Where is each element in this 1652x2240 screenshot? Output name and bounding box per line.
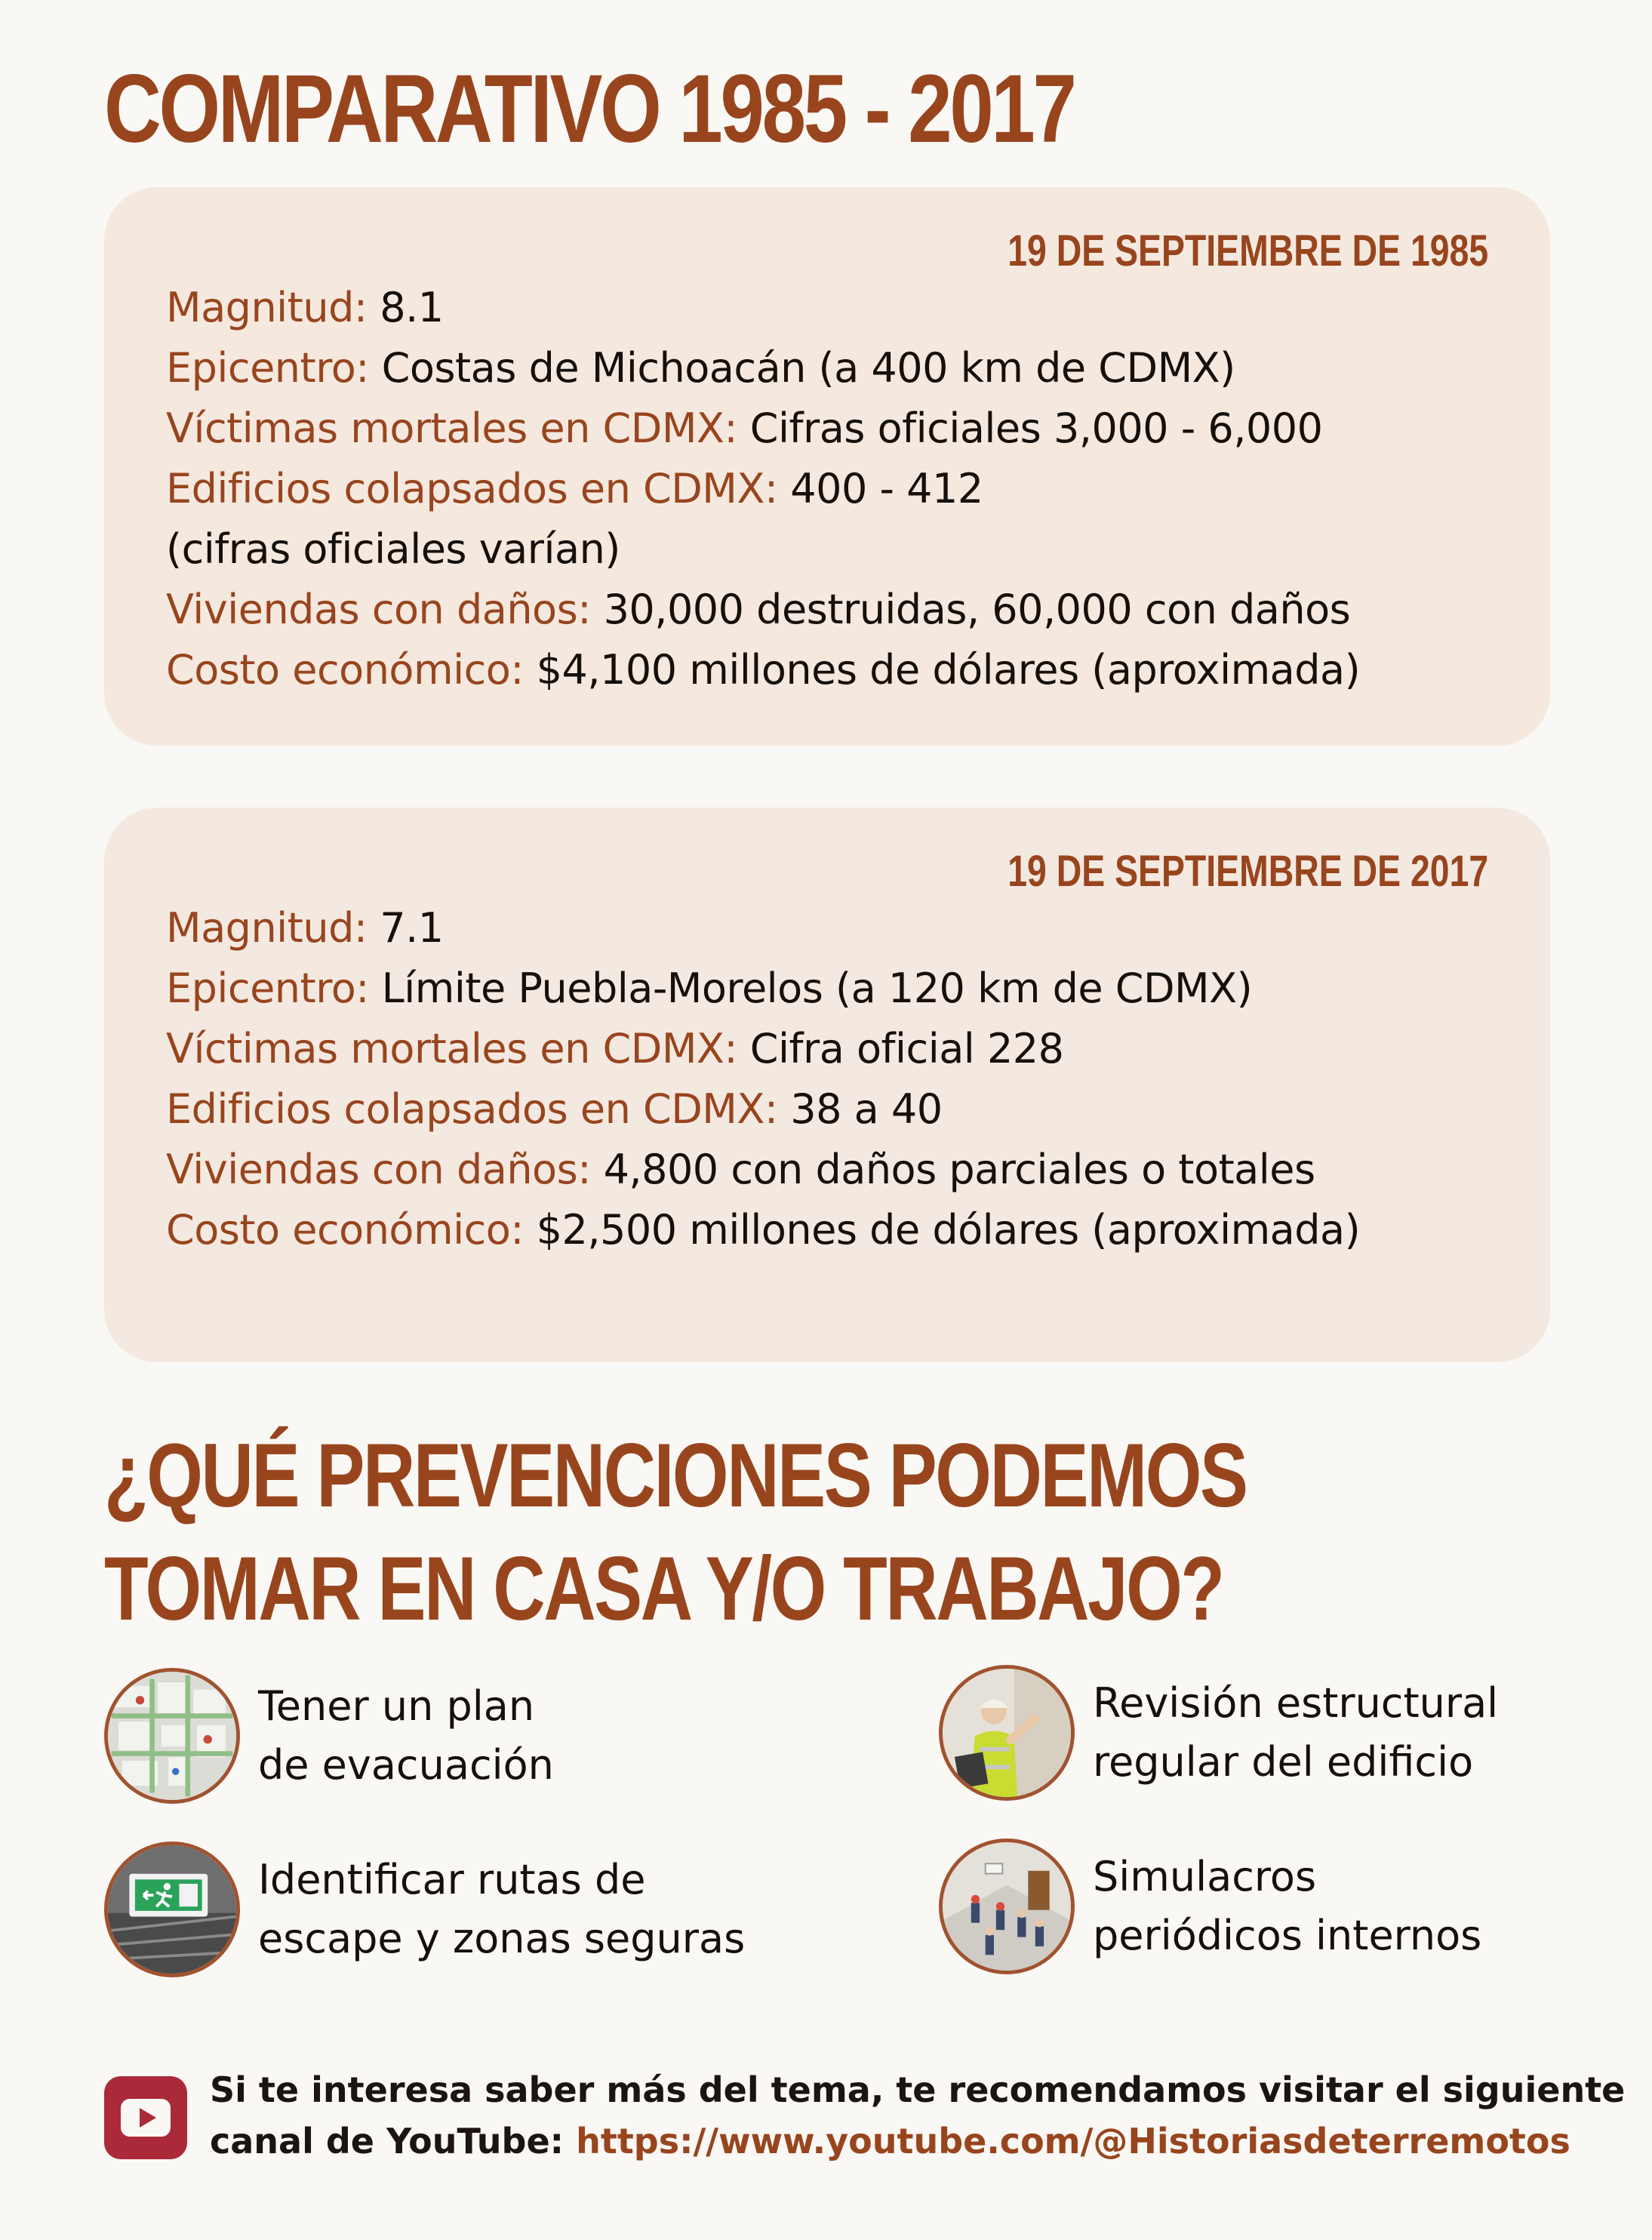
tip-text-line1: Revisión estructural	[1093, 1679, 1499, 1727]
drill-people-icon	[939, 1838, 1075, 1974]
building-inspector-icon	[939, 1665, 1075, 1801]
detail-row-victims	[166, 1019, 1520, 1079]
detail-label: Edificios colapsados en CDMX:	[166, 1085, 778, 1133]
detail-label: Edificios colapsados en CDMX:	[166, 465, 778, 512]
detail-value: Cifra oficial 228	[737, 1025, 1064, 1072]
detail-value: $4,100 millones de dólares (aproximada)	[524, 646, 1361, 694]
detail-label: Viviendas con daños:	[166, 586, 591, 633]
detail-label: Costo económico:	[166, 646, 524, 694]
detail-row-buildings-note	[166, 519, 1520, 580]
tip-text-line2: periódicos internos	[1093, 1912, 1482, 1959]
detail-label: Víctimas mortales en CDMX:	[166, 1025, 738, 1072]
event-date: 19 DE SEPTIEMBRE DE 2017	[1008, 847, 1488, 896]
detail-label: Magnitud:	[166, 284, 368, 331]
footer-text	[210, 2064, 1626, 2167]
detail-value: Cifras oficiales 3,000 - 6,000	[737, 405, 1323, 452]
tip-escape-routes	[104, 1842, 745, 1977]
detail-value: 4,800 con daños parciales o totales	[590, 1146, 1315, 1193]
detail-row-magnitude	[166, 278, 1520, 338]
detail-value: 7.1	[367, 904, 444, 952]
detail-value: Costas de Michoacán (a 400 km de CDMX)	[368, 344, 1235, 392]
prevention-title-line2: TOMAR EN CASA Y/O TRABAJO?	[104, 1538, 1223, 1639]
detail-row-buildings	[166, 1079, 1520, 1140]
detail-value: (cifras oficiales varían)	[166, 525, 620, 573]
event-date: 19 DE SEPTIEMBRE DE 1985	[1008, 226, 1488, 275]
detail-value: 38 a 40	[777, 1085, 943, 1133]
detail-label: Costo económico:	[166, 1206, 524, 1254]
youtube-channel-link[interactable]: https://www.youtube.com/@Historiasdeterremotos	[576, 2121, 1570, 2162]
detail-row-cost	[166, 1200, 1520, 1260]
evacuation-map-icon	[104, 1668, 240, 1804]
tip-text-line1: Tener un plan	[258, 1682, 535, 1730]
page-title: COMPARATIVO 1985 - 2017	[104, 55, 1075, 163]
detail-row-epicenter	[166, 958, 1520, 1019]
tip-structural-review	[939, 1665, 1498, 1801]
detail-value: Límite Puebla-Morelos (a 120 km de CDMX)	[368, 965, 1253, 1012]
tip-drills	[939, 1838, 1481, 1974]
tip-text-line1: Identificar rutas de	[258, 1856, 646, 1903]
event-card-2017	[104, 808, 1550, 1362]
detail-label: Epicentro:	[166, 344, 369, 392]
tip-text-line2: de evacuación	[258, 1741, 554, 1789]
detail-label: Epicentro:	[166, 965, 369, 1012]
prevention-title-line1: ¿QUÉ PREVENCIONES PODEMOS	[104, 1425, 1247, 1526]
detail-label: Magnitud:	[166, 904, 368, 952]
prevention-title	[104, 1419, 1247, 1645]
tip-text	[258, 1851, 745, 1968]
exit-sign-icon	[104, 1842, 240, 1977]
detail-row-magnitude	[166, 898, 1520, 958]
tip-text	[1093, 1674, 1498, 1792]
tip-text-line2: regular del edificio	[1093, 1738, 1474, 1786]
tip-text	[258, 1677, 554, 1795]
detail-label: Víctimas mortales en CDMX:	[166, 405, 738, 452]
footer-line1: Si te interesa saber más del tema, te recomendamos visitar el siguiente	[210, 2069, 1626, 2110]
detail-row-epicenter	[166, 338, 1520, 398]
tip-text-line2: escape y zonas seguras	[258, 1915, 746, 1962]
tip-text	[1093, 1848, 1481, 1965]
footer	[104, 2064, 1626, 2170]
footer-line2-prefix: canal de YouTube:	[210, 2121, 577, 2162]
detail-label: Viviendas con daños:	[166, 1146, 591, 1193]
detail-value: 400 - 412	[777, 465, 983, 512]
detail-row-victims	[166, 398, 1520, 459]
youtube-icon[interactable]	[104, 2076, 187, 2159]
tip-evacuation-plan	[104, 1668, 554, 1804]
footer-line2	[210, 2115, 1570, 2167]
detail-row-homes	[166, 1140, 1520, 1200]
tip-text-line1: Simulacros	[1093, 1853, 1317, 1900]
detail-row-buildings	[166, 459, 1520, 519]
detail-row-cost	[166, 640, 1520, 700]
detail-row-homes	[166, 580, 1520, 640]
event-details	[166, 278, 1520, 700]
detail-value: $2,500 millones de dólares (aproximada)	[524, 1206, 1361, 1254]
event-card-1985	[104, 187, 1550, 746]
event-details	[166, 898, 1520, 1260]
detail-value: 30,000 destruidas, 60,000 con daños	[590, 586, 1351, 633]
detail-value: 8.1	[367, 284, 444, 331]
